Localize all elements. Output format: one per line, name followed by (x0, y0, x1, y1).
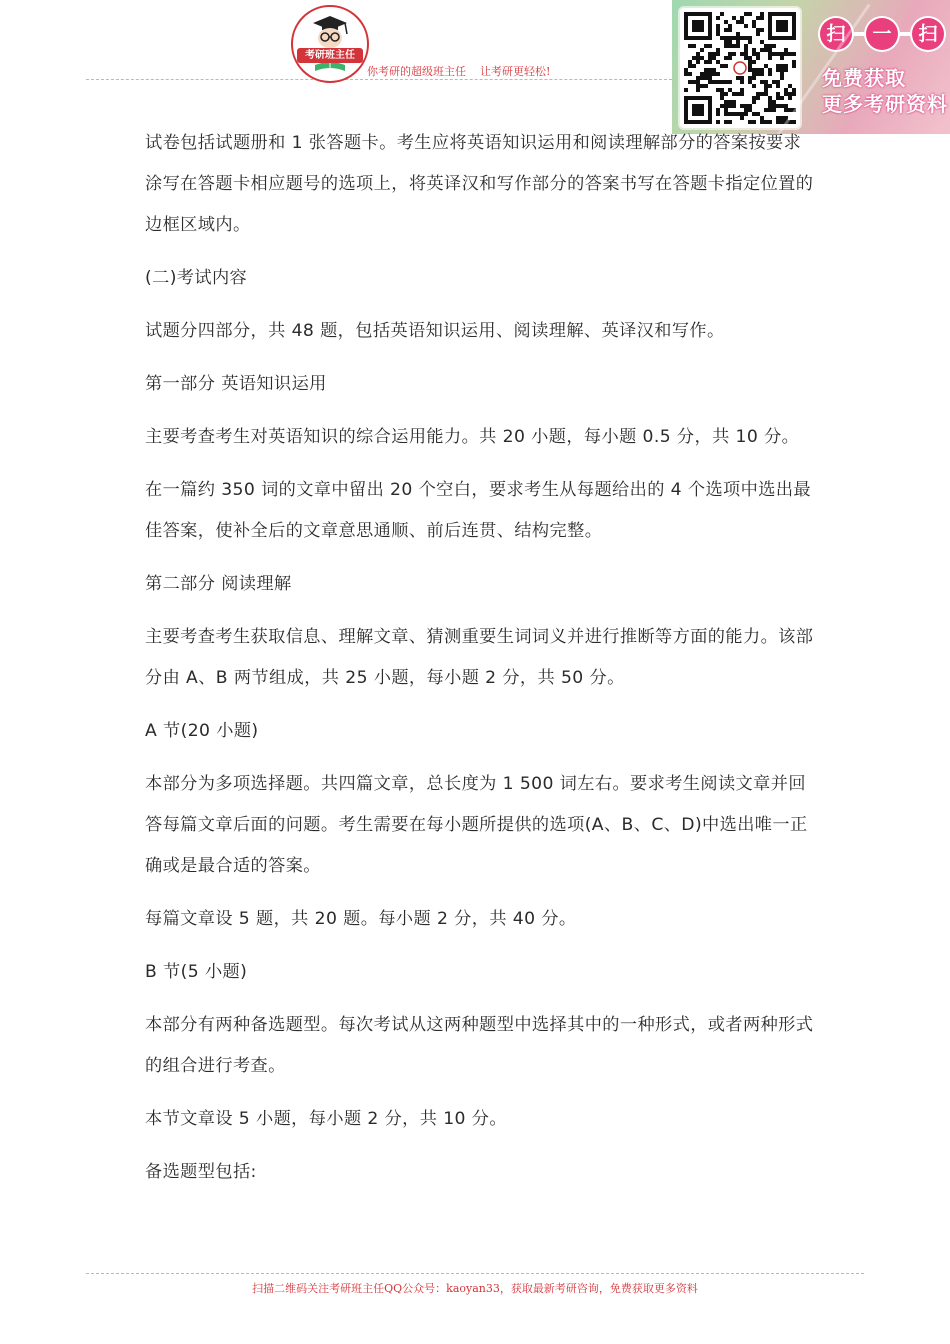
scan-badge (820, 14, 944, 54)
qr-code-icon (684, 12, 796, 124)
paragraph: 本部分为多项选择题。共四篇文章，总长度为 1 500 词左右。要求考生阅读文章并回答每篇文章后面的问题。考生需要在每小题所提供的选项(A、B、C、D)中选出唯一正确或是最合适的答案。 (145, 774, 808, 876)
paragraph: 主要考查考生获取信息、理解文章、猜测重要生词词义并进行推断等方面的能力。该部分由 A、B 两节组成，共 25 小题，每小题 2 分，共 50 分。 (145, 627, 814, 688)
slogan-right: 让考研更轻松! (480, 65, 551, 78)
qr-promo-banner (672, 0, 950, 134)
scan-dash (900, 32, 910, 36)
paragraph: 备选题型包括: (145, 1162, 257, 1182)
paragraph: 试卷包括试题册和 1 张答题卡。考生应将英语知识运用和阅读理解部分的答案按要求涂写在答题卡相应题号的选项上，将英译汉和写作部分的答案书写在答题卡指定位置的边框区域内。 (145, 133, 814, 235)
qr-code[interactable] (680, 8, 800, 128)
scan-char-2: 一 (866, 18, 898, 50)
subsection-heading: B 节(5 小题) (145, 962, 248, 982)
footer-text: 扫描二维码关注考研班主任QQ公众号：kaoyan33，获取最新考研咨询，免费获取更多资料 (252, 1282, 698, 1295)
subsection-heading: A 节(20 小题) (145, 721, 259, 741)
promo-line-2: 更多考研资料 (822, 92, 948, 116)
paragraph: 主要考查考生对英语知识的综合运用能力。共 20 小题，每小题 0.5 分，共 10 分。 (145, 427, 800, 447)
logo (291, 5, 369, 83)
paragraph: 每篇文章设 5 题，共 20 题。每小题 2 分，共 40 分。 (145, 909, 577, 929)
paragraph: 试题分四部分，共 48 题，包括英语知识运用、阅读理解、英译汉和写作。 (145, 321, 725, 341)
scan-dash (854, 32, 864, 36)
header-slogan (367, 63, 550, 79)
part-heading: 第一部分 英语知识运用 (145, 374, 327, 394)
section-heading: (二)考试内容 (145, 268, 248, 288)
header-divider (86, 79, 672, 80)
promo-line-1: 免费获取 (822, 66, 906, 90)
part-heading: 第二部分 阅读理解 (145, 574, 292, 594)
footer-divider (86, 1273, 864, 1274)
logo-text: 考研班主任 (297, 48, 363, 63)
slogan-left: 你考研的超级班主任 (367, 65, 466, 78)
paragraph: 本部分有两种备选题型。每次考试从这两种题型中选择其中的一种形式，或者两种形式的组合进行考查。 (145, 1015, 814, 1076)
graduate-mascot-icon (293, 7, 367, 81)
paragraph: 在一篇约 350 词的文章中留出 20 个空白，要求考生从每题给出的 4 个选项中选出最佳答案，使补全后的文章意思通顺、前后连贯、结构完整。 (145, 480, 811, 541)
scan-char-3: 扫 (912, 18, 944, 50)
paragraph: 本节文章设 5 小题，每小题 2 分，共 10 分。 (145, 1109, 507, 1129)
document-body (145, 123, 815, 1205)
scan-char-1: 扫 (820, 18, 852, 50)
